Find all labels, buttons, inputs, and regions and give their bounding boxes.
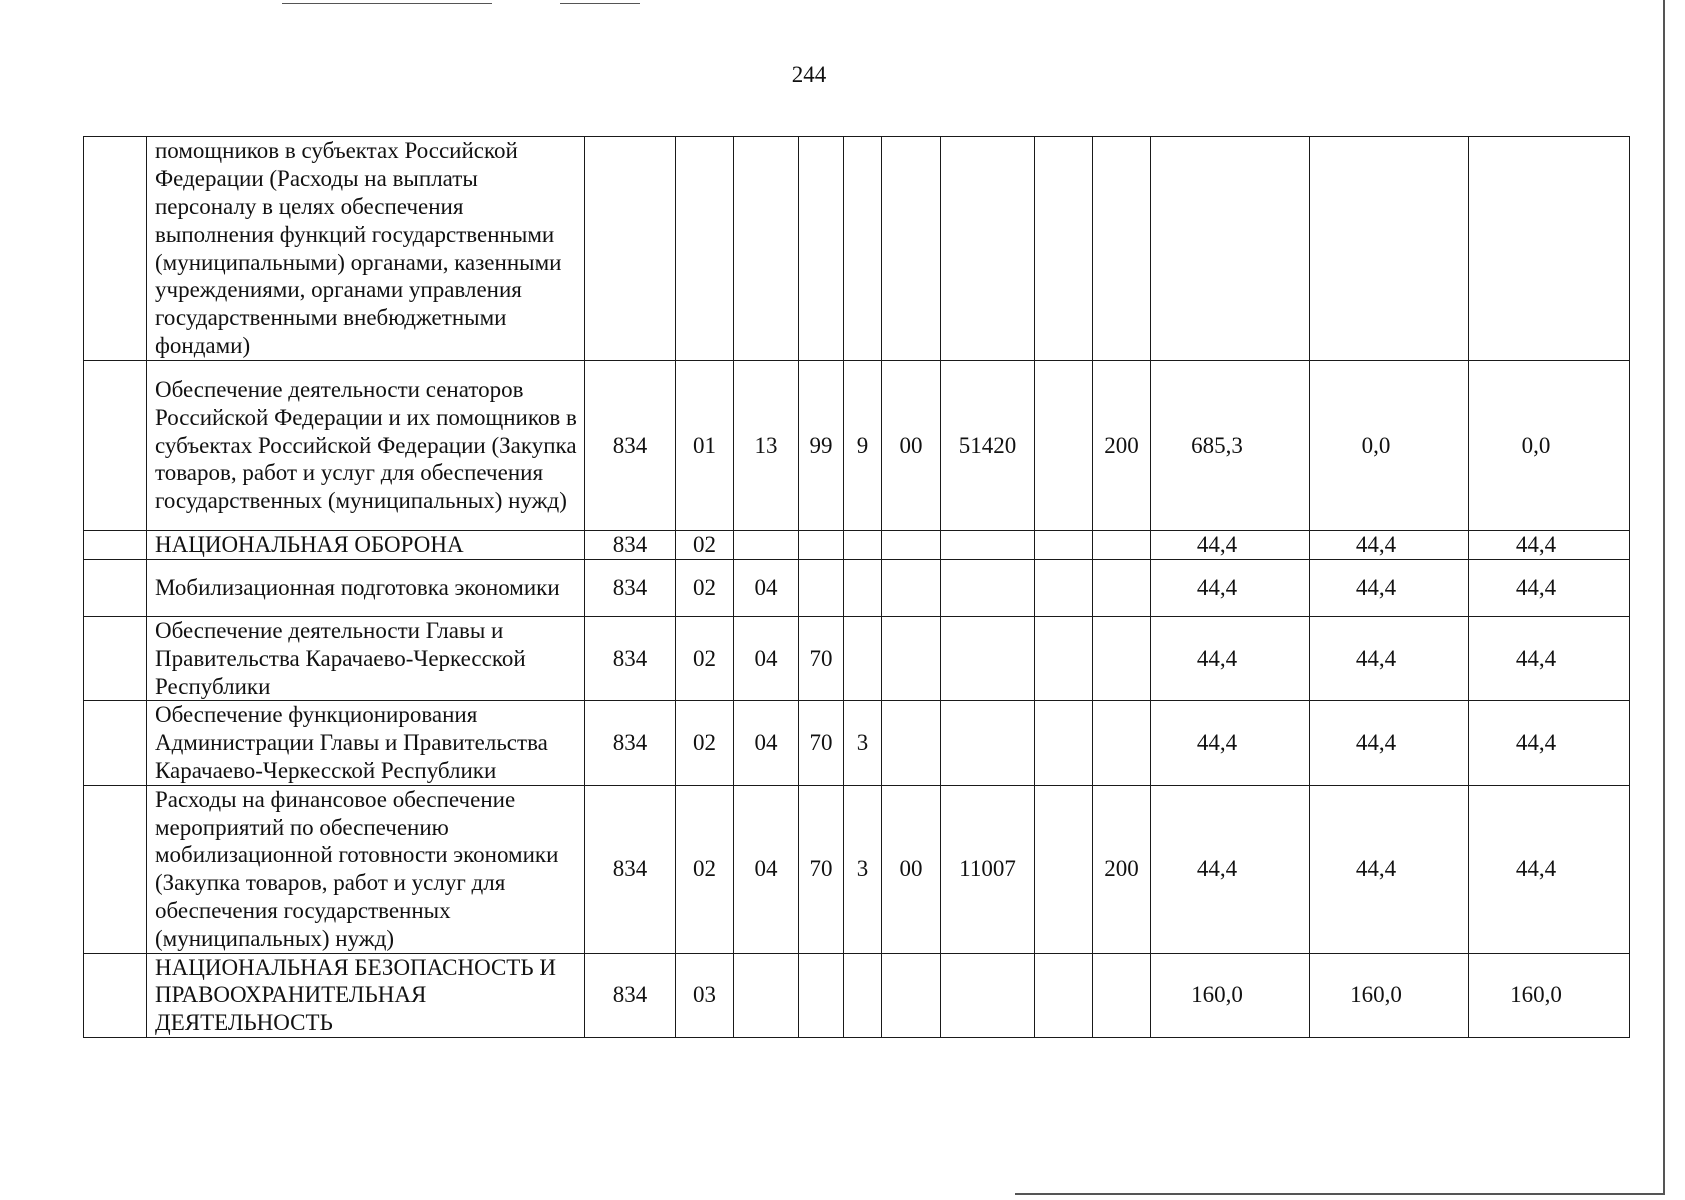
amount-cell: 44,4 <box>1469 617 1630 701</box>
item-name-cell: Обеспечение функционирования Администрации Главы и Правительства Карачаево-Черкесской Республики <box>147 701 585 785</box>
code-cell <box>1035 785 1093 953</box>
table-row <box>84 701 1630 785</box>
code-cell <box>844 531 882 560</box>
table-row <box>84 617 1630 701</box>
code-cell <box>1035 617 1093 701</box>
row-index-cell <box>84 785 147 953</box>
amount-cell: 44,4 <box>1310 617 1469 701</box>
code-cell <box>882 617 941 701</box>
code-cell <box>799 137 844 361</box>
amount-cell: 44,4 <box>1151 531 1310 560</box>
code-cell <box>882 953 941 1037</box>
code-cell <box>941 617 1035 701</box>
code-cell: 04 <box>734 701 799 785</box>
code-cell: 11007 <box>941 785 1035 953</box>
code-cell <box>844 953 882 1037</box>
code-cell: 04 <box>734 560 799 617</box>
code-cell: 00 <box>882 361 941 531</box>
code-cell: 70 <box>799 785 844 953</box>
code-cell <box>941 953 1035 1037</box>
code-cell: 834 <box>585 560 676 617</box>
row-index-cell <box>84 560 147 617</box>
amount-cell: 44,4 <box>1469 560 1630 617</box>
code-cell <box>1093 701 1151 785</box>
amount-cell: 0,0 <box>1310 361 1469 531</box>
code-cell <box>799 531 844 560</box>
code-cell <box>799 560 844 617</box>
code-cell <box>734 531 799 560</box>
code-cell: 04 <box>734 785 799 953</box>
table-row <box>84 531 1630 560</box>
code-cell <box>1035 701 1093 785</box>
amount-cell <box>1469 137 1630 361</box>
code-cell <box>1093 617 1151 701</box>
code-cell <box>941 531 1035 560</box>
amount-cell: 44,4 <box>1151 560 1310 617</box>
amount-cell: 160,0 <box>1151 953 1310 1037</box>
code-cell <box>799 953 844 1037</box>
row-index-cell <box>84 137 147 361</box>
code-cell <box>1035 361 1093 531</box>
table-row <box>84 137 1630 361</box>
code-cell <box>844 137 882 361</box>
row-index-cell <box>84 531 147 560</box>
code-cell: 00 <box>882 785 941 953</box>
row-index-cell <box>84 361 147 531</box>
code-cell: 834 <box>585 701 676 785</box>
code-cell: 13 <box>734 361 799 531</box>
code-cell <box>1035 560 1093 617</box>
code-cell <box>734 953 799 1037</box>
amount-cell: 44,4 <box>1310 531 1469 560</box>
row-index-cell <box>84 953 147 1037</box>
code-cell: 834 <box>585 361 676 531</box>
code-cell <box>1093 137 1151 361</box>
code-cell: 834 <box>585 785 676 953</box>
amount-cell <box>1151 137 1310 361</box>
item-name-cell: Расходы на финансовое обеспечение мероприятий по обеспечению мобилизационной готовности экономики (Закупка товаров, работ и услуг для обеспечения государственных (муниципальных) нужд) <box>147 785 585 953</box>
amount-cell: 44,4 <box>1310 560 1469 617</box>
code-cell: 200 <box>1093 785 1151 953</box>
code-cell <box>941 137 1035 361</box>
code-cell <box>882 137 941 361</box>
code-cell: 70 <box>799 701 844 785</box>
code-cell <box>882 560 941 617</box>
amount-cell: 44,4 <box>1310 785 1469 953</box>
code-cell: 9 <box>844 361 882 531</box>
code-cell: 02 <box>676 617 734 701</box>
code-cell <box>676 137 734 361</box>
code-cell: 03 <box>676 953 734 1037</box>
code-cell <box>1093 531 1151 560</box>
code-cell: 3 <box>844 785 882 953</box>
amount-cell: 44,4 <box>1151 785 1310 953</box>
code-cell <box>844 617 882 701</box>
code-cell: 834 <box>585 953 676 1037</box>
table-row <box>84 560 1630 617</box>
amount-cell: 160,0 <box>1469 953 1630 1037</box>
amount-cell <box>1310 137 1469 361</box>
amount-cell: 0,0 <box>1469 361 1630 531</box>
code-cell <box>882 701 941 785</box>
item-name-cell: Обеспечение деятельности Главы и Правительства Карачаево-Черкесской Республики <box>147 617 585 701</box>
item-name-cell: Мобилизационная подготовка экономики <box>147 560 585 617</box>
code-cell <box>1035 953 1093 1037</box>
code-cell: 834 <box>585 617 676 701</box>
code-cell <box>1093 953 1151 1037</box>
amount-cell: 44,4 <box>1469 785 1630 953</box>
amount-cell: 685,3 <box>1151 361 1310 531</box>
code-cell <box>844 560 882 617</box>
code-cell: 02 <box>676 531 734 560</box>
amount-cell: 44,4 <box>1469 531 1630 560</box>
code-cell <box>1035 531 1093 560</box>
item-name-cell: НАЦИОНАЛЬНАЯ ОБОРОНА <box>147 531 585 560</box>
scan-line-top-1 <box>282 3 492 4</box>
code-cell: 834 <box>585 531 676 560</box>
amount-cell: 44,4 <box>1469 701 1630 785</box>
code-cell: 51420 <box>941 361 1035 531</box>
amount-cell: 160,0 <box>1310 953 1469 1037</box>
item-name-cell: НАЦИОНАЛЬНАЯ БЕЗОПАСНОСТЬ И ПРАВООХРАНИТЕЛЬНАЯ ДЕЯТЕЛЬНОСТЬ <box>147 953 585 1037</box>
table-row <box>84 785 1630 953</box>
code-cell: 02 <box>676 560 734 617</box>
code-cell <box>1035 137 1093 361</box>
amount-cell: 44,4 <box>1151 701 1310 785</box>
code-cell: 70 <box>799 617 844 701</box>
code-cell: 02 <box>676 785 734 953</box>
code-cell <box>734 137 799 361</box>
row-index-cell <box>84 701 147 785</box>
code-cell: 01 <box>676 361 734 531</box>
amount-cell: 44,4 <box>1151 617 1310 701</box>
code-cell: 3 <box>844 701 882 785</box>
table-row <box>84 953 1630 1037</box>
code-cell <box>1093 560 1151 617</box>
code-cell: 99 <box>799 361 844 531</box>
budget-table <box>83 136 1630 1038</box>
code-cell <box>882 531 941 560</box>
code-cell: 200 <box>1093 361 1151 531</box>
code-cell <box>941 560 1035 617</box>
row-index-cell <box>84 617 147 701</box>
code-cell <box>585 137 676 361</box>
item-name-cell: помощников в субъектах Российской Федерации (Расходы на выплаты персоналу в целях обеспечения выполнения функций государственными (муниципальными) органами, казенными учреждениями, органами управления государственными внебюджетными фондами) <box>147 137 585 361</box>
code-cell: 02 <box>676 701 734 785</box>
scan-line-top-2 <box>560 3 640 4</box>
table-row <box>84 361 1630 531</box>
scan-line-bottom <box>1015 1193 1665 1195</box>
item-name-cell: Обеспечение деятельности сенаторов Российской Федерации и их помощников в субъектах Российской Федерации (Закупка товаров, работ и услуг для обеспечения государственных (муниципальных) нужд) <box>147 361 585 531</box>
code-cell <box>941 701 1035 785</box>
page-number: 244 <box>791 62 827 87</box>
code-cell: 04 <box>734 617 799 701</box>
scan-line-right <box>1663 0 1665 1195</box>
amount-cell: 44,4 <box>1310 701 1469 785</box>
